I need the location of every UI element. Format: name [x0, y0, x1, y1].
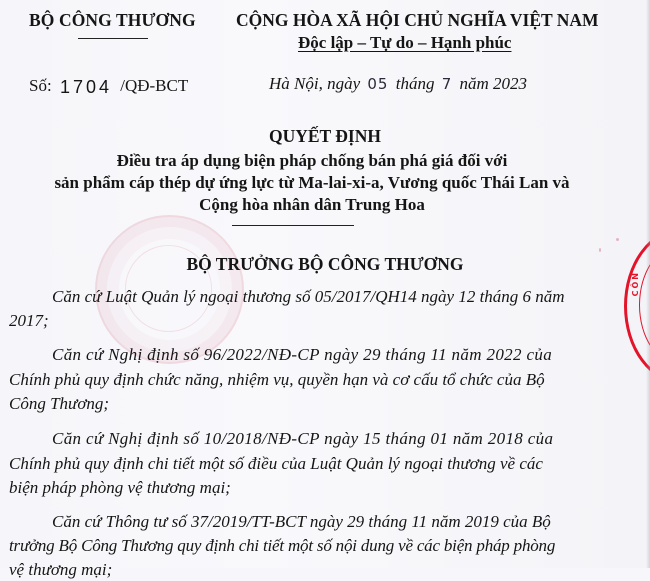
- handwritten-day: 05: [367, 75, 389, 93]
- paragraph-3-line-2: Chính phủ quy định chi tiết một số điều của Luật Quản lý ngoại thương về các: [9, 454, 543, 473]
- paragraph-2-line-2: Chính phủ quy định chức năng, nhiệm vụ, quyền hạn và cơ cấu tổ chức của Bộ: [9, 370, 545, 389]
- national-motto: Độc lập – Tự do – Hạnh phúc: [298, 33, 512, 52]
- authority-heading: BỘ TRƯỞNG BỘ CÔNG THƯƠNG: [186, 254, 464, 274]
- document-number: [29, 75, 188, 96]
- paragraph-1-line-2: 2017;: [9, 311, 49, 330]
- handwritten-month: 7: [441, 75, 453, 93]
- national-title: CỘNG HÒA XÃ HỘI CHỦ NGHĨA VIỆT NAM: [236, 10, 599, 30]
- document-number-label: Số:: [29, 76, 52, 95]
- paragraph-3-line-3: biện pháp phòng vệ thương mại;: [9, 478, 231, 497]
- document-title: QUYẾT ĐỊNH: [269, 126, 381, 146]
- page-edge-shadow: [646, 0, 650, 568]
- document-number-value: 1704: [59, 77, 112, 97]
- subtitle-line-2: sản phẩm cáp thép dự ứng lực từ Ma-lai-xi-a, Vương quốc Thái Lan và: [54, 173, 570, 192]
- paragraph-4-line-3: vệ thương mại;: [9, 560, 113, 579]
- paragraph-4-line-2: trưởng Bộ Công Thương quy định chi tiết một số nội dung về các biện pháp phòng: [9, 536, 556, 555]
- paragraph-2-line-1: Căn cứ Nghị định số 96/2022/NĐ-CP ngày 29 tháng 11 năm 2022 của: [52, 345, 553, 364]
- title-underline: [232, 225, 354, 226]
- subtitle-line-3: Cộng hòa nhân dân Trung Hoa: [199, 195, 425, 214]
- red-seal-text: CÔN: [631, 271, 640, 297]
- document-number-suffix: /QĐ-BCT: [120, 76, 189, 95]
- issuing-organization: BỘ CÔNG THƯƠNG: [29, 10, 196, 30]
- ink-speck: [616, 238, 619, 241]
- organization-underline: [78, 38, 148, 39]
- month-label: tháng: [395, 74, 435, 93]
- year-label: năm 2023: [459, 74, 528, 93]
- place-and-date: [269, 74, 527, 94]
- paragraph-4-line-1: Căn cứ Thông tư số 37/2019/TT-BCT ngày 29 tháng 11 năm 2019 của Bộ: [52, 512, 551, 531]
- paragraph-2-line-3: Công Thương;: [9, 394, 110, 413]
- paragraph-1-line-1: Căn cứ Luật Quản lý ngoại thương số 05/2017/QH14 ngày 12 tháng 6 năm: [52, 287, 565, 306]
- subtitle-line-1: Điều tra áp dụng biện pháp chống bán phá giá đối với: [116, 151, 508, 170]
- ink-speck: [599, 248, 601, 252]
- paragraph-3-line-1: Căn cứ Nghị định số 10/2018/NĐ-CP ngày 15 tháng 01 năm 2018 của: [52, 429, 554, 448]
- place-prefix: Hà Nội, ngày: [269, 74, 361, 93]
